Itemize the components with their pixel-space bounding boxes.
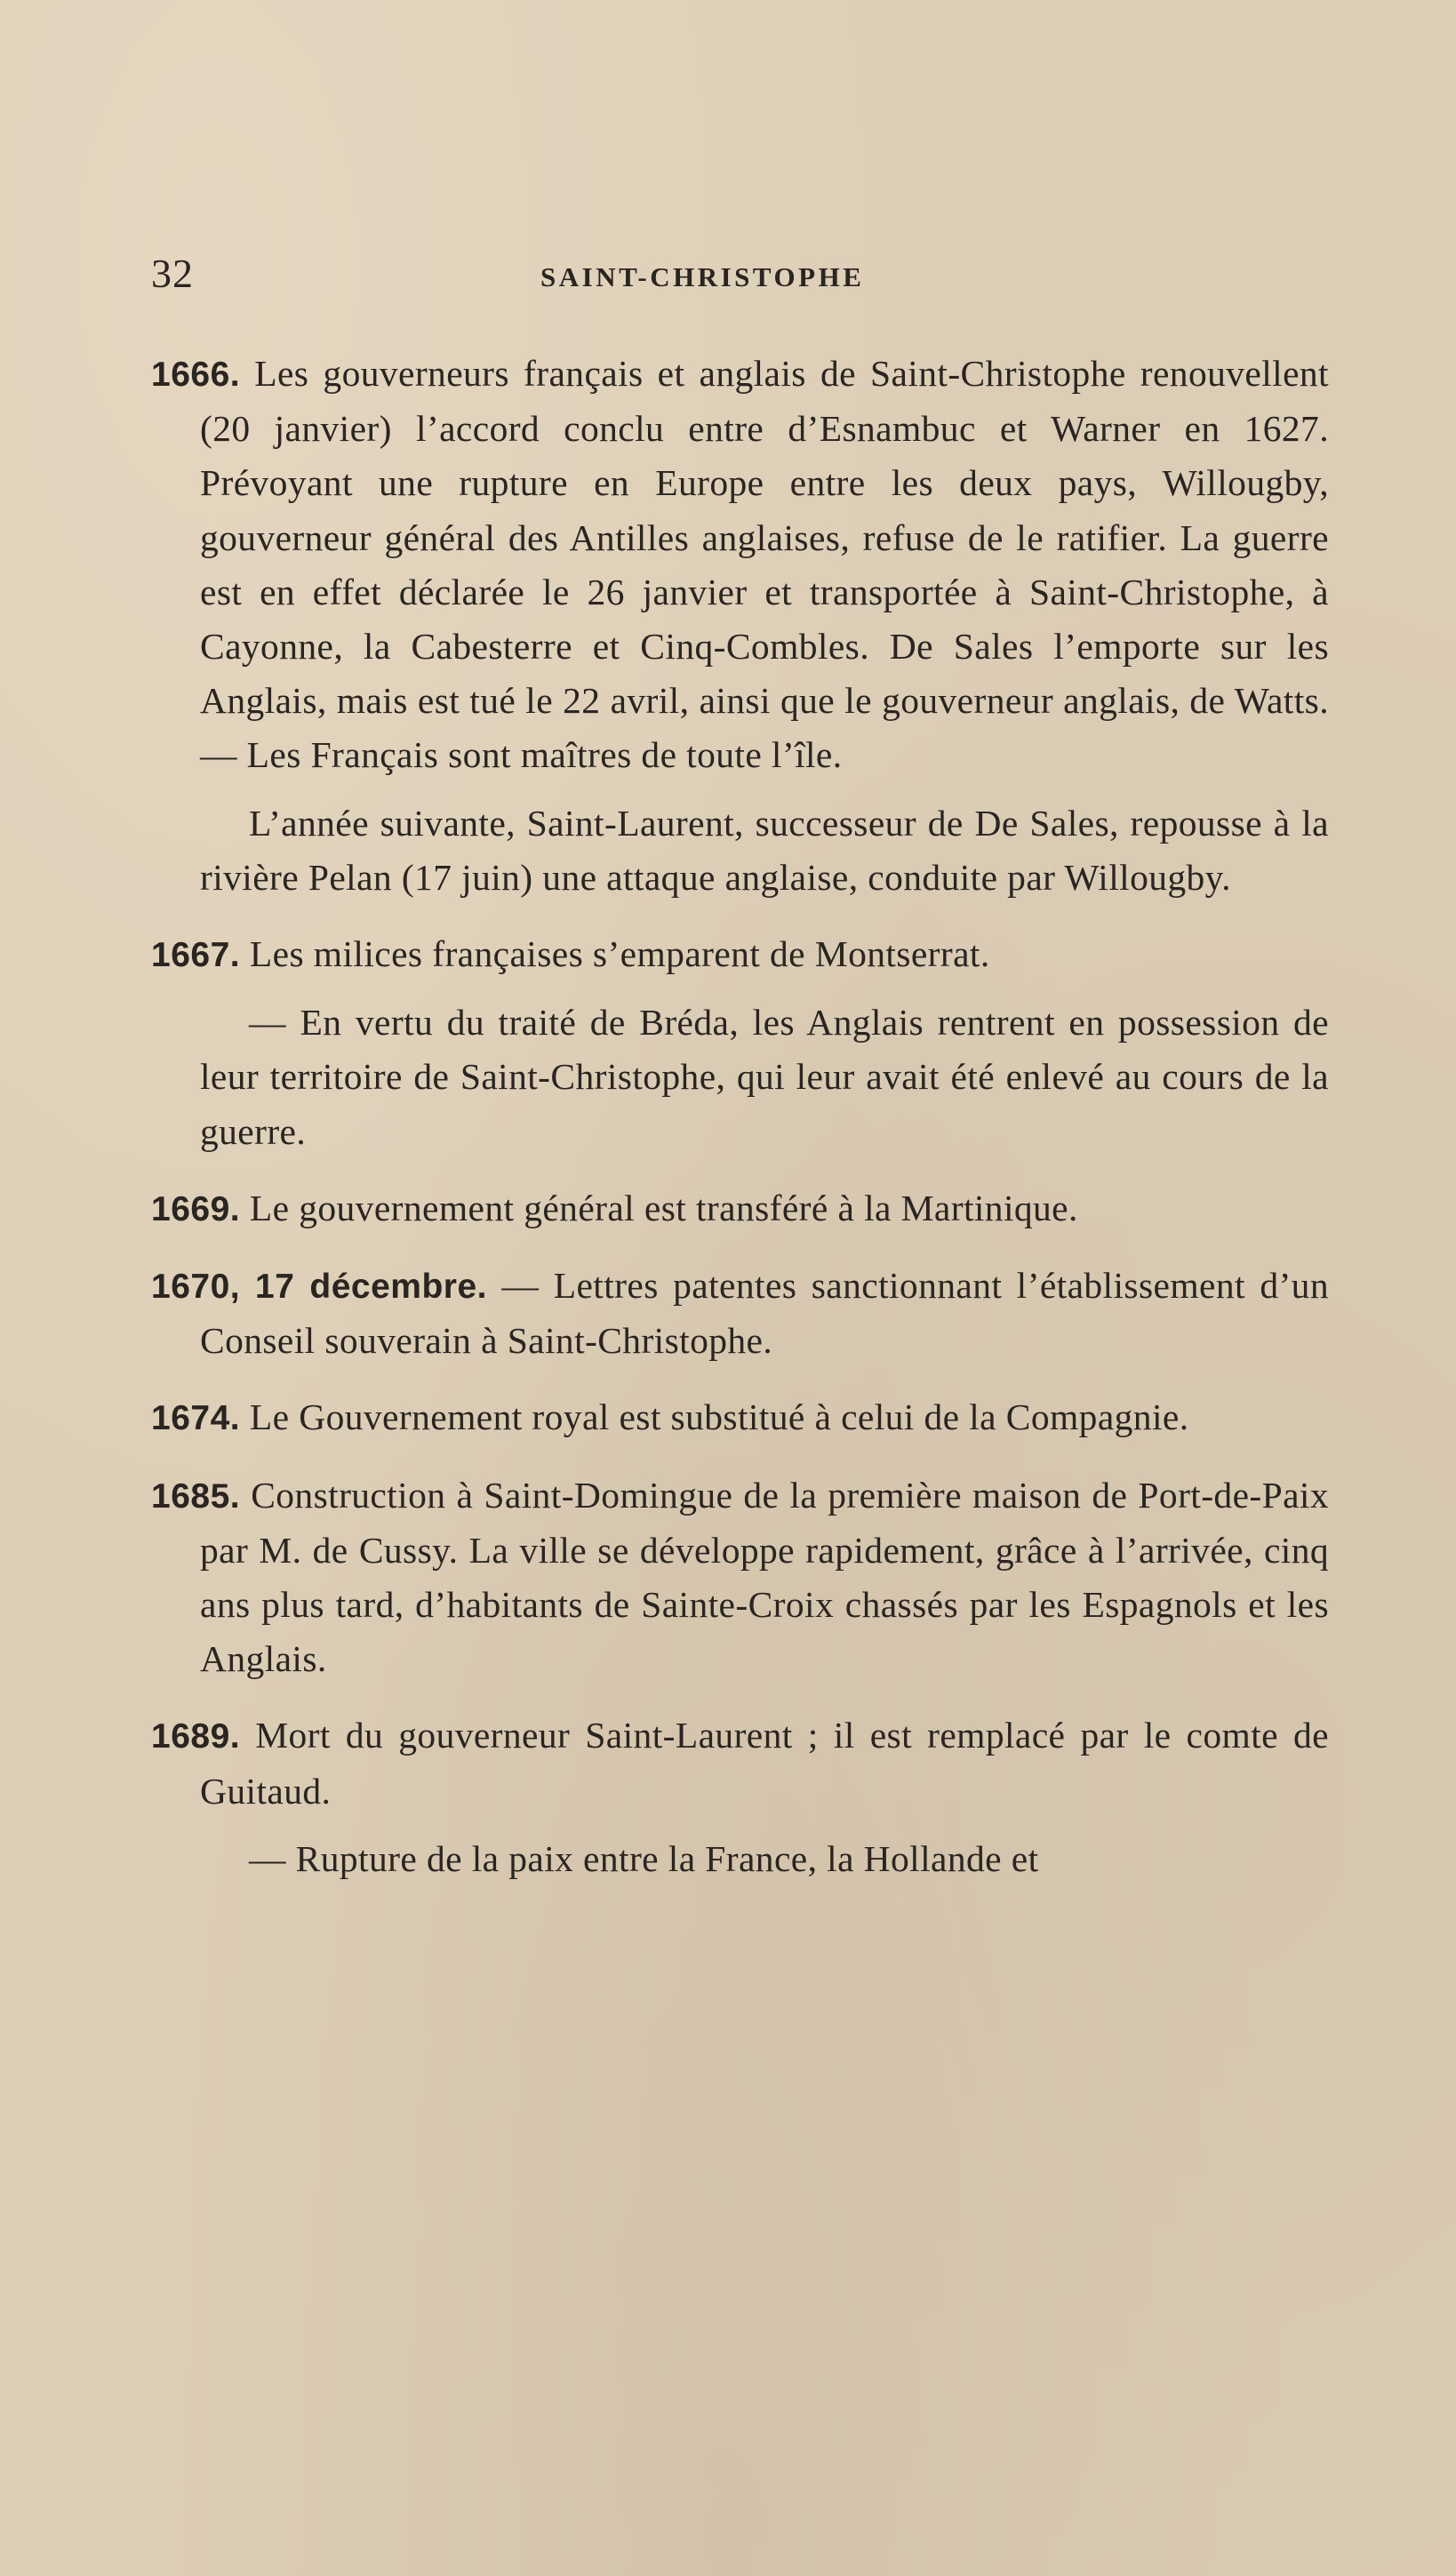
entry-1666 <box>151 347 1329 783</box>
entry-1669 <box>151 1181 1329 1236</box>
entry-1670 <box>151 1259 1329 1368</box>
entry-1667 <box>151 927 1329 982</box>
entry-text: Les milices françaises s’emparent de Montserrat. <box>249 933 990 975</box>
entry-1689 <box>151 1708 1329 1818</box>
entry-text: — Lettres patentes sanctionnant l’établissement d’un Conseil souverain à Saint-Christophe. <box>200 1265 1329 1362</box>
entry-1689-continuation: — Rupture de la paix entre la France, la Hollande et <box>249 1837 1039 1879</box>
entry-year: 1669. <box>151 1189 241 1228</box>
entry-year: 1685. <box>151 1476 241 1516</box>
entry-year: 1689. <box>151 1717 241 1756</box>
chronology-text <box>151 347 1329 1886</box>
entry-text: Mort du gouverneur Saint-Laurent ; il est remplacé par le comte de Guitaud. <box>200 1715 1329 1812</box>
entry-year: 1674. <box>151 1399 241 1438</box>
running-head <box>151 247 1329 300</box>
entry-text: Le gouvernement général est transféré à la Martinique. <box>249 1187 1078 1228</box>
entry-1667-continuation: — En vertu du traité de Bréda, les Anglais rentrent en possession de leur territoire de Saint-Christophe, qui leur avait été enlevé au cours de la guerre. <box>200 1002 1329 1152</box>
book-page <box>151 0 1329 2576</box>
entry-1674 <box>151 1390 1329 1445</box>
page-number: 32 <box>151 251 194 296</box>
entry-text: Le Gouvernement royal est substitué à celui de la Compagnie. <box>249 1396 1189 1438</box>
running-title: SAINT-CHRISTOPHE <box>540 261 865 292</box>
entry-year: 1666. <box>151 356 241 394</box>
entry-1666-continuation: L’année suivante, Saint-Laurent, successeur de De Sales, repousse à la rivière Pelan (17 juin) une attaque anglaise, conduite par Willougby. <box>200 802 1329 898</box>
entry-year: 1670, 17 décembre. <box>151 1268 488 1307</box>
entry-text: Les gouverneurs français et anglais de Saint-Christophe renouvellent (20 janvier) l’accord conclu entre d’Esnambuc et Warner en 1627. Prévoyant une rupture en Europe entre les deux pays, Willougby, gouverneur général des Antilles anglaises, refuse de le ratifier. La guerre est en effet déclarée le 26 janvier et transportée à Saint-Christophe, à Cayonne, la Cabesterre et Cinq-Combles. De Sales l’emporte sur les Anglais, mais est tué le 22 avril, ainsi que le gouverneur anglais, de Watts. — Les Français sont maîtres de toute l’île. <box>200 353 1329 776</box>
entry-year: 1667. <box>151 936 241 975</box>
entry-1685 <box>151 1468 1329 1687</box>
entry-text: Construction à Saint-Domingue de la première maison de Port-de-Paix par M. de Cussy. La ville se développe rapidement, grâce à l’arrivée, cinq ans plus tard, d’habitants de Sainte-Croix chassés par les Espagnols et les Anglais. <box>200 1474 1330 1680</box>
